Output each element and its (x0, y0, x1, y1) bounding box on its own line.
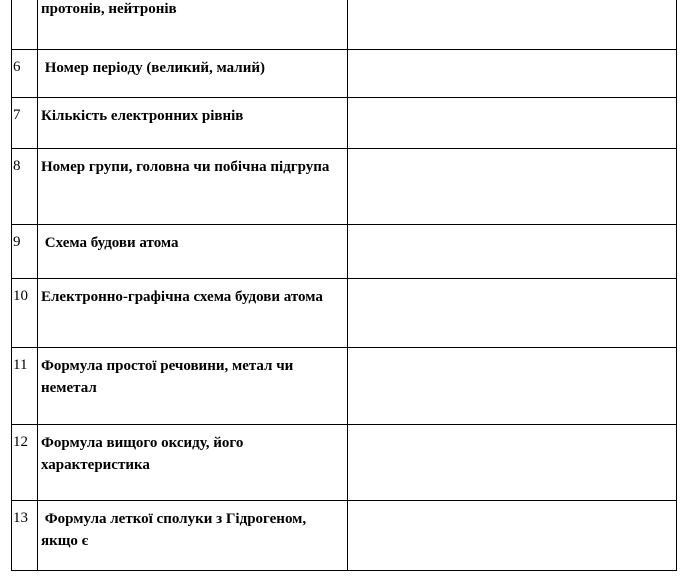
row-label: Формула простої речовини, метал чи неметал (38, 348, 348, 425)
row-answer-cell[interactable] (348, 425, 677, 501)
row-number: 8 (12, 149, 38, 225)
row-answer-cell[interactable] (348, 0, 677, 50)
row-number: 7 (12, 98, 38, 149)
table-row (12, 279, 677, 348)
table-row (12, 50, 677, 98)
row-number: 9 (12, 225, 38, 279)
row-answer-cell[interactable] (348, 279, 677, 348)
row-answer-cell[interactable] (348, 225, 677, 279)
row-number: 10 (12, 279, 38, 348)
row-answer-cell[interactable] (348, 501, 677, 571)
table-row (12, 98, 677, 149)
element-characteristics-table (11, 0, 677, 571)
row-number: 12 (12, 425, 38, 501)
row-label: Формула леткої сполуки з Гідрогеном, якщо є (38, 501, 348, 571)
table-row (12, 225, 677, 279)
table-row (12, 0, 677, 50)
row-number (12, 0, 38, 50)
row-answer-cell[interactable] (348, 348, 677, 425)
table-row (12, 425, 677, 501)
row-answer-cell[interactable] (348, 50, 677, 98)
row-label: Формула вищого оксиду, його характеристика (38, 425, 348, 501)
row-answer-cell[interactable] (348, 98, 677, 149)
row-label: протонів, нейтронів (38, 0, 348, 50)
table-row (12, 149, 677, 225)
table-row (12, 501, 677, 571)
row-answer-cell[interactable] (348, 149, 677, 225)
row-label: Електронно-графічна схема будови атома (38, 279, 348, 348)
row-number: 11 (12, 348, 38, 425)
row-number: 6 (12, 50, 38, 98)
table-row (12, 348, 677, 425)
row-number: 13 (12, 501, 38, 571)
properties-table-wrapper (11, 0, 676, 571)
row-label: Схема будови атома (38, 225, 348, 279)
row-label: Кількість електронних рівнів (38, 98, 348, 149)
row-label: Номер періоду (великий, малий) (38, 50, 348, 98)
row-label: Номер групи, головна чи побічна підгрупа (38, 149, 348, 225)
